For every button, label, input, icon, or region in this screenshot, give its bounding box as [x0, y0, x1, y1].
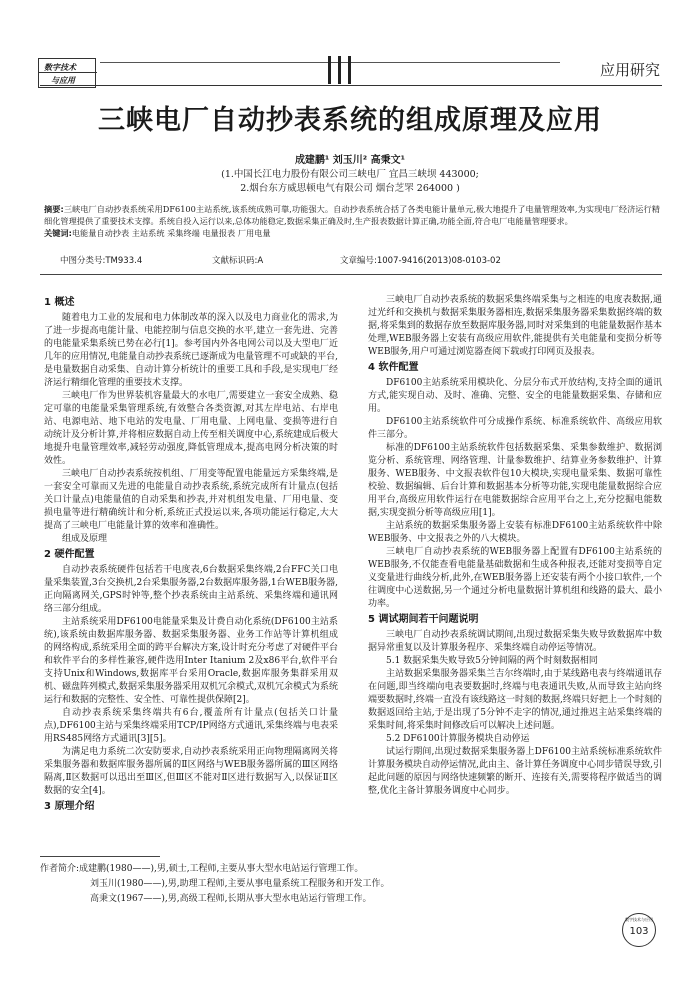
header-underline	[40, 85, 662, 86]
abstract-block	[44, 203, 660, 239]
footnote-line: 高秉文(1967——),男,高级工程师,长期从事大型水电站运行管理工作。	[90, 894, 372, 904]
affiliation-1: (1.中国长江电力股份有限公司三峡电厂 宜昌三峡坝 443000;	[221, 169, 479, 180]
footnote-label: 作者简介:	[40, 864, 80, 874]
page-number-seal	[622, 913, 656, 947]
left-column	[44, 294, 338, 816]
keywords-text: 电能量自动抄表 主站系统 采集终端 电量报表 厂用电量	[71, 228, 271, 238]
keywords-label: 关键词:	[44, 228, 72, 238]
paragraph: 自动抄表系统采集终端共有6台,覆盖所有计量点(包括关口计量点),DF6100主站与采集终端采用TCP/IP网络方式通讯,采集终端与电表采用RS485网络方式通讯[3][5]。	[44, 708, 338, 744]
paragraph: 三峡电厂自动抄表系统的WEB服务器上配置有DF6100主站系统的WEB服务,不仅能查看电能量基础数据和生成各种报表,还能对变损等自定义变量进行曲线分析,此外,在WEB服务器上还安装有两个小接口软件,一个往调度中心送数据,另一个通过分析电量数据计算机组和线路的最大、最小功率。	[368, 547, 662, 609]
affiliation-2: 2.烟台东方威思顿电气有限公司 烟台芝罘 264000 )	[240, 183, 460, 194]
paragraph: 三峡电厂作为世界装机容量最大的水电厂,需要建立一套安全成熟、稳定可靠的电能量采集管理系统,有效整合各类资源,对其左岸电站、右岸电站、电源电站、地下电站的发电量、厂用电量、上网电量、变损等进行自动统计及分析计算,并将相应数据自动上传至相关调度中心,系统建成后极大地提升电量管理效率,减轻劳动强度,降低管理成本,提高电网分析决策的时效性。	[44, 391, 338, 466]
seal-text: 数字技术与应用	[625, 917, 653, 922]
article-number: 文章编号:1007-9416(2013)08-0103-02	[340, 256, 501, 266]
section-label: 应用研究	[599, 61, 660, 79]
paragraph: 试运行期间,出现过数据采集服务器上DF6100主站系统标准系统软件计算服务模块自动停运情况,此由主、备计算任务调度中心同步错误导致,引起此问题的原因与网络快速频繁的断开、连接有关,需要将程序做适当的调整,优化主备计算服务调度中心同步。	[368, 747, 662, 796]
paragraph: 组成及原理	[62, 534, 108, 544]
heading-debugging: 5 调试期间若干问题说明	[368, 614, 479, 625]
heading-principle: 3 原理介绍	[44, 801, 95, 812]
document-code: 文献标识码:A	[212, 256, 264, 266]
abstract-divider	[40, 274, 662, 275]
footnote-line: 刘玉川(1980——),男,助理工程师,主要从事电量系统工程服务和开发工作。	[90, 879, 390, 889]
journal-logo-line2: 与应用	[51, 75, 75, 85]
page-number: 103	[629, 926, 649, 937]
authors: 成建鹏¹ 刘玉川² 高秉文¹	[294, 155, 406, 166]
abstract-label: 摘要:	[44, 204, 64, 214]
footnote-line: 成建鹏(1980——),男,硕士,工程师,主要从事大型水电站运行管理工作。	[79, 864, 364, 874]
heading-hardware: 2 硬件配置	[44, 549, 95, 560]
paragraph: 随着电力工业的发展和电力体制改革的深入以及电力商业化的需求,为了进一步提高电能计量、电能控制与信息交换的水平,建立一套先进、完善的电能量采集系统已势在必行[1]。参考国内外各电网公司以及大型电厂近几年的应用情况,电能量自动抄表系统已逐渐成为电量管理不可或缺的平台,是电量数据自动采集、自动计算分析统计的重要工具和手段,是实现电厂经济运行精细化管理的重要技术支撑。	[44, 313, 338, 388]
paragraph: 主站数据采集服务器采集兰吉尔终端时,由于某线路电表与终端通讯存在问题,即当终端向电表要数据时,终端与电表通讯失败,从而导致主站向终端要数据时,终端一直没有该线路这一时刻的数据,终端只好把上一个时刻的数据返回给主站,于是出现了5分钟不走字的情况,通过推迟主站采集终端的采集时间,将采集时间修改后可以解决上述问题。	[368, 669, 662, 731]
paragraph: DF6100主站系统采用模块化、分层分布式开放结构,支持全面的通讯方式,能实现自动、及时、准确、完整、安全的电能量数据采集、存储和应用。	[368, 378, 662, 414]
abstract-text: 三峡电厂自动抄表系统采用DF6100主站系统,该系统成熟可靠,功能强大。自动抄表系统合括了各类电能计量单元,极大地提升了电量管理效率,为实现电厂经济运行精细化管理提供了重要技术支撑。系统自投入运行以来,总体功能稳定,数据采集正确及时,生产报表数据计算正确,功能全面,符合电厂电能量管理要求。	[44, 204, 660, 226]
subheading-5-1: 5.1 数据采集失败导致5分钟间隔的两个时刻数据相同	[386, 656, 598, 666]
clc-number: 中图分类号:TM933.4	[60, 256, 143, 266]
article-title: 三峡电厂自动抄表系统的组成原理及应用	[98, 105, 602, 136]
paragraph: 自动抄表系统硬件包括若干电度表,6台数据采集终端,2台FFC关口电量采集装置,3台交换机,2台采集服务器,2台数据库服务器,1台WEB服务器,正向隔离网关,GPS时钟等,整个抄表系统由主站系统、采集终端和通讯网络三部分组成。	[44, 565, 338, 614]
right-column	[368, 294, 662, 798]
heading-overview: 1 概述	[44, 297, 75, 308]
paragraph: 主站系统的数据采集服务器上安装有标准DF6100主站系统软件中除WEB服务、中文报表之外的八大模块。	[368, 521, 662, 544]
footnote-rule	[40, 856, 160, 857]
paragraph: 三峡电厂自动抄表系统调试期间,出现过数据采集失败导致数据库中数据异常重复以及计算服务程序、采集终端自动停运等情况。	[368, 630, 662, 653]
journal-logo-line1: 数字技术	[44, 62, 76, 72]
journal-logo	[38, 58, 96, 88]
paragraph: 三峡电厂自动抄表系统的数据采集终端采集与之相连的电度表数据,通过光纤和交换机与数据采集服务器相连,数据采集服务器采集数据终端的数据,将采集到的数据存放至数据库服务器,同时对采集到的电能量数据作基本处理,WEB服务器上安装有高级应用软件,能提供有关电能量和变损分析等WEB服务,用户可通过浏览器查阅下载或打印网页及报表。	[368, 295, 662, 357]
paragraph: 标准的DF6100主站系统软件包括数据采集、采集参数维护、数据浏览分析、系统管理、网络管理、计量参数维护、结算业务参数维护、计算服务、WEB服务、中文报表软件包10大模块,实现电量采集、数据可靠性校验、数据编辑、后台计算和数据基本分析等功能,实现电能量数据综合应用平台,高级应用软件运行在电能数据综合应用平台之上,充分挖掘电能数据,实现变损分析等高级应用[1]。	[368, 443, 662, 518]
paragraph: 为满足电力系统二次安防要求,自动抄表系统采用正向物理隔离网关将采集服务器和数据库服务器所属的Ⅱ区网络与WEB服务器所属的Ⅲ区网络隔离,Ⅱ区数据可以迅出至Ⅲ区,但Ⅲ区不能对Ⅱ区进行数据写入,以保证Ⅱ区数据的安全[4]。	[44, 747, 338, 796]
paragraph: 主站系统采用DF6100电能量采集及计费自动化系统(DF6100主站系统),该系统由数据库服务器、数据采集服务器、业务工作站等计算机组成的网络构成,系统采用全面的跨平台解决方案,设计时充分考虑了对硬件平台和软件平台的多样性兼容,硬件选用Inter Itanium 2及x86平台,软件平台支持Unix和Windows,数据库平台采用Oracle,数据库服务集群采用双机、磁盘阵列模式,数据采集服务器采用双机冗余模式,双机冗余模式为系统运行和数据的完整性、安全性、可靠性提供保障[2]。	[44, 617, 338, 705]
paragraph: 三峡电厂自动抄表系统按机组、厂用变等配置电能量远方采集终端,是一套安全可靠而又先进的电能量自动抄表系统,系统完成所有计量点(包括关口计量点)电能量值的自动采集和抄表,并对机组发电量、厂用电量、变损电量等进行精确统计和分析,系统正式投运以来,各项功能运行稳定,大大提高了三峡电厂电能量计算的效率和准确性。	[44, 469, 338, 531]
author-footnote	[40, 862, 390, 907]
subheading-5-2: 5.2 DF6100计算服务模块自动停运	[386, 734, 530, 744]
paragraph: DF6100主站系统软件可分成操作系统、标准系统软件、高级应用软件三部分。	[368, 417, 662, 440]
heading-software: 4 软件配置	[368, 362, 419, 373]
